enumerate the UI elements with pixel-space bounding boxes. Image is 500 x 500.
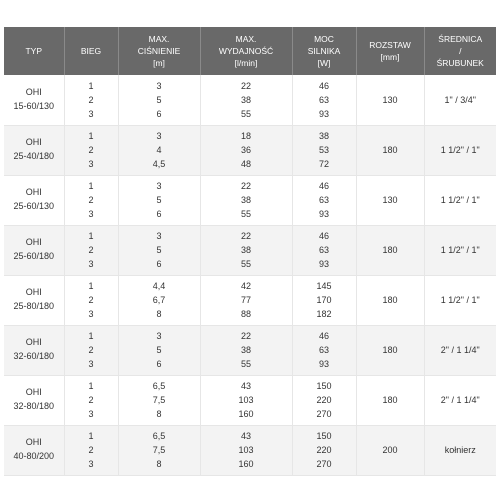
cell-moc <box>292 325 356 375</box>
cell-bieg-value: 1 <box>88 381 94 391</box>
header-rozstaw <box>356 27 424 75</box>
cell-srednica: 1" / 3/4" <box>424 75 496 125</box>
cell-bieg <box>64 75 118 125</box>
cell-bieg-value: 3 <box>88 409 94 419</box>
cell-srednica: 1 1/2" / 1" <box>424 175 496 225</box>
table-body <box>4 75 496 475</box>
cell-typ-value: 40-80/200 <box>13 451 55 461</box>
header-line: MOC <box>314 34 334 44</box>
cell-wydajnosc-value: 42 <box>240 281 251 291</box>
cell-srednica: kołnierz <box>424 425 496 475</box>
cell-moc-value: 53 <box>318 145 329 155</box>
cell-bieg-value: 2 <box>88 345 94 355</box>
cell-bieg-value: 2 <box>88 145 94 155</box>
cell-bieg-value: 3 <box>88 309 94 319</box>
cell-cisnienie-value: 3 <box>156 181 162 191</box>
cell-rozstaw: 130 <box>356 75 424 125</box>
cell-cisnienie-value: 3 <box>156 131 162 141</box>
cell-bieg <box>64 325 118 375</box>
cell-moc-value: 145 <box>316 281 332 291</box>
table-row <box>4 225 496 275</box>
cell-srednica: 1 1/2" / 1" <box>424 275 496 325</box>
header-moc <box>292 27 356 75</box>
cell-typ-value: OHI <box>25 187 42 197</box>
cell-cisnienie <box>118 75 200 125</box>
cell-moc-value: 46 <box>318 80 329 91</box>
cell-rozstaw: 180 <box>356 275 424 325</box>
cell-typ-value: OHI <box>25 337 42 347</box>
cell-wydajnosc-value: 55 <box>240 108 251 119</box>
cell-moc-value: 46 <box>318 181 329 191</box>
cell-typ-value: OHI <box>25 237 42 247</box>
cell-cisnienie <box>118 375 200 425</box>
header-line: ŚRUBUNEK <box>436 58 484 68</box>
cell-typ-value: OHI <box>25 387 42 397</box>
cell-moc-value: 220 <box>316 445 332 455</box>
cell-typ <box>4 225 64 275</box>
cell-moc <box>292 75 356 125</box>
cell-bieg-value: 2 <box>88 94 94 105</box>
pump-spec-table <box>4 27 496 476</box>
cell-moc <box>292 175 356 225</box>
cell-wydajnosc <box>200 275 292 325</box>
cell-typ-value: 25-40/180 <box>13 151 55 161</box>
cell-srednica: 2" / 1 1/4" <box>424 375 496 425</box>
cell-typ-value: OHI <box>25 287 42 297</box>
cell-bieg <box>64 375 118 425</box>
header-srednica <box>424 27 496 75</box>
header-line: TYP <box>25 46 43 56</box>
header-line: [mm] <box>380 52 400 62</box>
cell-typ-value: 32-60/180 <box>13 351 55 361</box>
cell-bieg-value: 2 <box>88 195 94 205</box>
cell-bieg-value: 2 <box>88 245 94 255</box>
cell-cisnienie-value: 3 <box>156 231 162 241</box>
table-row <box>4 75 496 125</box>
cell-cisnienie-value: 6 <box>156 108 162 119</box>
cell-typ-value: OHI <box>25 137 42 147</box>
cell-typ <box>4 75 64 125</box>
cell-bieg-value: 1 <box>88 131 94 141</box>
cell-cisnienie <box>118 325 200 375</box>
header-line: CIŚNIENIE <box>137 46 181 56</box>
table-row <box>4 125 496 175</box>
cell-moc-value: 170 <box>316 295 332 305</box>
cell-wydajnosc-value: 77 <box>240 295 251 305</box>
cell-moc-value: 270 <box>316 459 332 469</box>
cell-wydajnosc-value: 38 <box>240 345 251 355</box>
cell-bieg-value: 2 <box>88 395 94 405</box>
cell-moc-value: 182 <box>316 309 332 319</box>
cell-wydajnosc-value: 22 <box>240 331 251 341</box>
header-row <box>4 27 496 75</box>
cell-wydajnosc <box>200 325 292 375</box>
cell-moc-value: 93 <box>318 359 329 369</box>
cell-rozstaw: 180 <box>356 325 424 375</box>
cell-moc <box>292 125 356 175</box>
cell-rozstaw: 200 <box>356 425 424 475</box>
cell-moc <box>292 225 356 275</box>
cell-bieg-value: 3 <box>88 359 94 369</box>
cell-wydajnosc-value: 43 <box>240 431 251 441</box>
cell-wydajnosc-value: 22 <box>240 231 251 241</box>
cell-bieg-value: 3 <box>88 259 94 269</box>
header-bieg <box>64 27 118 75</box>
cell-bieg-value: 3 <box>88 209 94 219</box>
cell-bieg-value: 3 <box>88 159 94 169</box>
cell-wydajnosc-value: 36 <box>240 145 251 155</box>
cell-bieg <box>64 125 118 175</box>
cell-rozstaw: 180 <box>356 225 424 275</box>
cell-bieg <box>64 225 118 275</box>
cell-bieg-value: 1 <box>88 431 94 441</box>
cell-wydajnosc <box>200 175 292 225</box>
cell-wydajnosc-value: 88 <box>240 309 251 319</box>
cell-typ-value: OHI <box>25 86 42 97</box>
cell-wydajnosc <box>200 425 292 475</box>
cell-wydajnosc-value: 38 <box>240 195 251 205</box>
cell-cisnienie-value: 5 <box>156 345 162 355</box>
cell-wydajnosc-value: 38 <box>240 245 251 255</box>
cell-typ-value: 25-60/130 <box>13 201 55 211</box>
cell-wydajnosc-value: 103 <box>238 395 254 405</box>
cell-wydajnosc-value: 103 <box>238 445 254 455</box>
table-row <box>4 175 496 225</box>
cell-cisnienie-value: 8 <box>156 459 162 469</box>
cell-wydajnosc-value: 55 <box>240 259 251 269</box>
header-line: ŚREDNICA <box>438 34 483 44</box>
header-line: [m] <box>153 58 165 68</box>
cell-cisnienie-value: 4 <box>156 145 162 155</box>
cell-cisnienie-value: 5 <box>156 195 162 205</box>
cell-cisnienie-value: 7,5 <box>152 395 166 405</box>
cell-cisnienie-value: 6 <box>156 359 162 369</box>
cell-moc-value: 150 <box>316 381 332 391</box>
cell-typ-value: 15-60/130 <box>13 100 55 111</box>
header-line: BIEG <box>80 46 102 56</box>
header-line: WYDAJNOŚĆ <box>218 46 274 56</box>
cell-srednica: 1 1/2" / 1" <box>424 125 496 175</box>
cell-bieg-value: 3 <box>88 108 94 119</box>
cell-cisnienie <box>118 175 200 225</box>
cell-wydajnosc-value: 22 <box>240 80 251 91</box>
cell-wydajnosc-value: 55 <box>240 209 251 219</box>
cell-moc-value: 93 <box>318 259 329 269</box>
cell-wydajnosc <box>200 75 292 125</box>
cell-wydajnosc-value: 43 <box>240 381 251 391</box>
cell-cisnienie-value: 5 <box>156 245 162 255</box>
cell-cisnienie-value: 6 <box>156 209 162 219</box>
header-line: MAX. <box>148 34 170 44</box>
header-typ <box>4 27 64 75</box>
table-row <box>4 325 496 375</box>
cell-wydajnosc <box>200 125 292 175</box>
cell-moc <box>292 375 356 425</box>
cell-typ <box>4 275 64 325</box>
table-row <box>4 375 496 425</box>
pump-spec-table-wrapper <box>4 27 496 476</box>
cell-cisnienie-value: 4,5 <box>152 159 166 169</box>
header-line: [l/min] <box>234 58 258 68</box>
header-line: / <box>459 46 462 56</box>
cell-cisnienie-value: 3 <box>156 331 162 341</box>
cell-moc-value: 38 <box>318 131 329 141</box>
cell-cisnienie <box>118 275 200 325</box>
header-line: MAX. <box>235 34 257 44</box>
cell-bieg-value: 1 <box>88 80 94 91</box>
cell-bieg <box>64 275 118 325</box>
table-row <box>4 425 496 475</box>
table-header <box>4 27 496 75</box>
cell-srednica: 1 1/2" / 1" <box>424 225 496 275</box>
cell-moc-value: 63 <box>318 345 329 355</box>
cell-moc <box>292 275 356 325</box>
cell-wydajnosc-value: 38 <box>240 94 251 105</box>
header-line: SILNIKA <box>307 46 341 56</box>
cell-cisnienie-value: 4,4 <box>152 281 166 291</box>
cell-moc-value: 63 <box>318 94 329 105</box>
cell-bieg <box>64 425 118 475</box>
cell-moc-value: 93 <box>318 209 329 219</box>
header-line: [W] <box>317 58 331 68</box>
cell-typ-value: OHI <box>25 437 42 447</box>
cell-bieg <box>64 175 118 225</box>
cell-wydajnosc-value: 48 <box>240 159 251 169</box>
cell-cisnienie-value: 6,5 <box>152 431 166 441</box>
cell-cisnienie-value: 8 <box>156 309 162 319</box>
cell-moc-value: 150 <box>316 431 332 441</box>
cell-wydajnosc-value: 18 <box>240 131 251 141</box>
cell-cisnienie-value: 8 <box>156 409 162 419</box>
cell-typ <box>4 375 64 425</box>
cell-cisnienie <box>118 425 200 475</box>
cell-typ-value: 32-80/180 <box>13 401 55 411</box>
cell-wydajnosc <box>200 225 292 275</box>
cell-wydajnosc <box>200 375 292 425</box>
cell-bieg-value: 1 <box>88 281 94 291</box>
header-wydajnosc <box>200 27 292 75</box>
cell-cisnienie <box>118 125 200 175</box>
cell-typ <box>4 125 64 175</box>
cell-cisnienie-value: 6,7 <box>152 295 166 305</box>
cell-moc-value: 46 <box>318 231 329 241</box>
header-cisnienie <box>118 27 200 75</box>
cell-bieg-value: 3 <box>88 459 94 469</box>
cell-moc-value: 72 <box>318 159 329 169</box>
cell-wydajnosc-value: 160 <box>238 459 254 469</box>
cell-wydajnosc-value: 55 <box>240 359 251 369</box>
table-row <box>4 275 496 325</box>
cell-moc-value: 220 <box>316 395 332 405</box>
cell-bieg-value: 1 <box>88 231 94 241</box>
cell-moc-value: 270 <box>316 409 332 419</box>
cell-cisnienie-value: 3 <box>156 80 162 91</box>
cell-typ <box>4 325 64 375</box>
cell-cisnienie-value: 6 <box>156 259 162 269</box>
cell-bieg-value: 1 <box>88 181 94 191</box>
cell-cisnienie <box>118 225 200 275</box>
cell-typ-value: 25-80/180 <box>13 301 55 311</box>
cell-bieg-value: 1 <box>88 331 94 341</box>
cell-typ <box>4 175 64 225</box>
cell-moc-value: 93 <box>318 108 329 119</box>
cell-srednica: 2" / 1 1/4" <box>424 325 496 375</box>
cell-moc <box>292 425 356 475</box>
cell-wydajnosc-value: 160 <box>238 409 254 419</box>
cell-cisnienie-value: 5 <box>156 94 162 105</box>
cell-rozstaw: 130 <box>356 175 424 225</box>
cell-typ-value: 25-60/180 <box>13 251 55 261</box>
cell-bieg-value: 2 <box>88 295 94 305</box>
cell-cisnienie-value: 6,5 <box>152 381 166 391</box>
cell-bieg-value: 2 <box>88 445 94 455</box>
cell-rozstaw: 180 <box>356 375 424 425</box>
cell-moc-value: 63 <box>318 195 329 205</box>
cell-typ <box>4 425 64 475</box>
cell-moc-value: 63 <box>318 245 329 255</box>
cell-moc-value: 46 <box>318 331 329 341</box>
cell-wydajnosc-value: 22 <box>240 181 251 191</box>
header-line: ROZSTAW <box>369 40 411 50</box>
cell-cisnienie-value: 7,5 <box>152 445 166 455</box>
cell-rozstaw: 180 <box>356 125 424 175</box>
